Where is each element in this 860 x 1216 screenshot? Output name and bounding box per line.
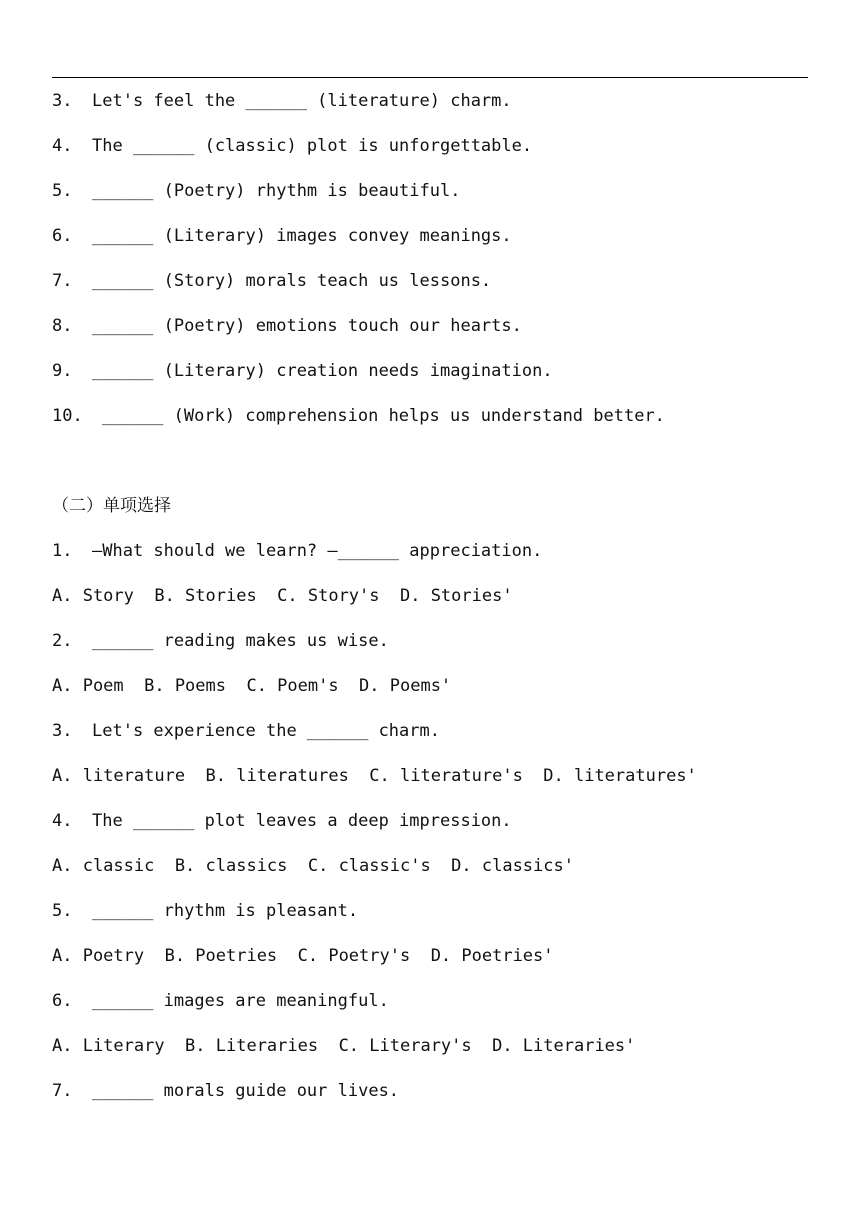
item-number: 10. xyxy=(52,406,83,426)
question-stem xyxy=(52,900,358,922)
item-number: 4. xyxy=(52,136,73,156)
question-stem xyxy=(52,540,542,562)
answer-options: A. Literary B. Literaries C. Literary's D. Literaries' xyxy=(52,1036,636,1056)
question-text: ______ reading makes us wise. xyxy=(92,631,389,651)
fill-in-item xyxy=(52,360,553,382)
item-number: 8. xyxy=(52,316,73,336)
item-number: 6. xyxy=(52,226,73,246)
header-rule xyxy=(52,77,808,78)
question-number: 7. xyxy=(52,1081,73,1101)
answer-options: A. Story B. Stories C. Story's D. Stories' xyxy=(52,586,513,606)
question-number: 2. xyxy=(52,631,73,651)
section-heading: （二）单项选择 xyxy=(52,496,171,516)
fill-in-item xyxy=(52,90,512,112)
question-number: 4. xyxy=(52,811,73,831)
item-text: ______ (Literary) creation needs imagination. xyxy=(92,361,553,381)
item-text: ______ (Poetry) rhythm is beautiful. xyxy=(92,181,461,201)
question-stem xyxy=(52,990,389,1012)
answer-options: A. classic B. classics C. classic's D. classics' xyxy=(52,856,574,876)
fill-in-item xyxy=(52,135,532,157)
item-text: The ______ (classic) plot is unforgettable. xyxy=(92,136,533,156)
question-text: —What should we learn? —______ appreciation. xyxy=(92,541,543,561)
question-stem xyxy=(52,720,440,742)
item-number: 9. xyxy=(52,361,73,381)
question-number: 6. xyxy=(52,991,73,1011)
item-number: 7. xyxy=(52,271,73,291)
fill-in-item xyxy=(52,180,460,202)
question-stem xyxy=(52,1080,399,1102)
item-text: ______ (Literary) images convey meanings. xyxy=(92,226,512,246)
question-text: Let's experience the ______ charm. xyxy=(92,721,440,741)
question-stem xyxy=(52,810,512,832)
fill-in-item xyxy=(52,225,512,247)
question-text: ______ morals guide our lives. xyxy=(92,1081,400,1101)
item-text: ______ (Poetry) emotions touch our hearts. xyxy=(92,316,522,336)
answer-options: A. literature B. literatures C. literature's D. literatures' xyxy=(52,766,697,786)
fill-in-item xyxy=(52,405,665,427)
question-text: ______ images are meaningful. xyxy=(92,991,389,1011)
question-stem xyxy=(52,630,389,652)
answer-options: A. Poem B. Poems C. Poem's D. Poems' xyxy=(52,676,452,696)
answer-options: A. Poetry B. Poetries C. Poetry's D. Poetries' xyxy=(52,946,554,966)
question-text: ______ rhythm is pleasant. xyxy=(92,901,359,921)
question-number: 1. xyxy=(52,541,73,561)
fill-in-item xyxy=(52,270,491,292)
question-number: 3. xyxy=(52,721,73,741)
item-number: 3. xyxy=(52,91,73,111)
item-text: ______ (Work) comprehension helps us understand better. xyxy=(102,406,665,426)
question-text: The ______ plot leaves a deep impression. xyxy=(92,811,512,831)
item-text: Let's feel the ______ (literature) charm. xyxy=(92,91,512,111)
item-text: ______ (Story) morals teach us lessons. xyxy=(92,271,492,291)
question-number: 5. xyxy=(52,901,73,921)
fill-in-item xyxy=(52,315,522,337)
item-number: 5. xyxy=(52,181,73,201)
